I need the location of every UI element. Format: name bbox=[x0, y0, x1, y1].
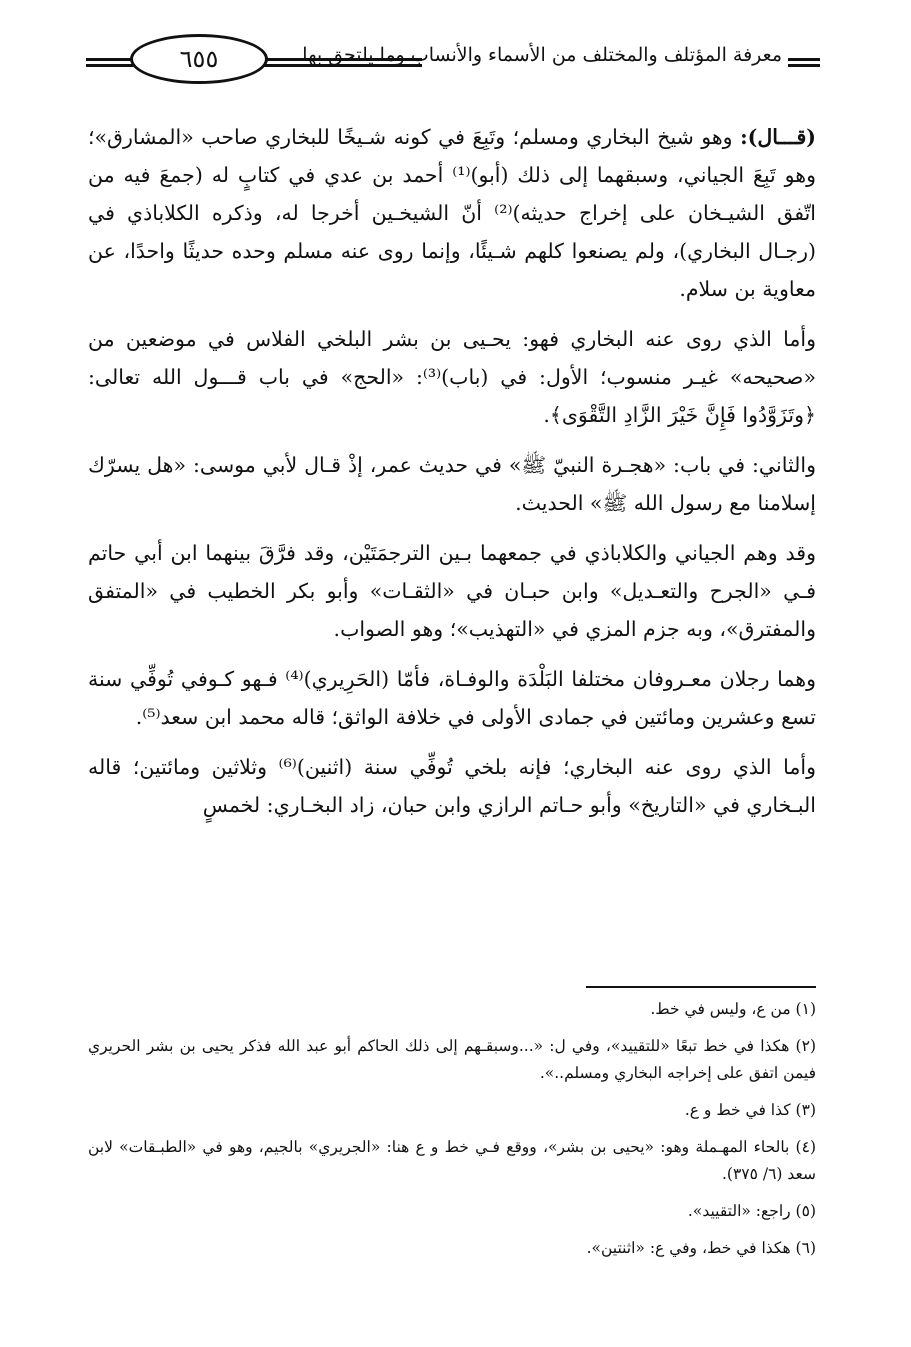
footnote: (٥) راجع: «التقييد». bbox=[687, 1202, 816, 1220]
running-title: معرفة المؤتلف والمختلف من الأسماء والأنساب وما يلتحق بها bbox=[302, 44, 782, 66]
paragraph: وأما الذي روى عنه البخاري؛ فإنه بلخي تُوفِّي سنة (اثنين)⁽⁶⁾ وثلاثين ومائتين؛ قاله البـخاري في «التاريخ» وأبو حـاتم الرازي وابن حبان، زاد البخـاري: لخمسٍ bbox=[88, 755, 816, 817]
main-text bbox=[88, 118, 816, 836]
header-rule bbox=[788, 58, 820, 61]
footnote: (٣) كذا في خط و ع. bbox=[684, 1101, 816, 1119]
paragraph-text: وهو شيخ البخاري ومسلم؛ وتَبِعَ في كونه شـيخًا للبخاري صاحب «المشارق»؛ وهو تَبِعَ الجياني، وسبقهما إلى ذلك (أبو)⁽¹⁾ أحمد بن عدي في كتابٍ له (جمعَ فيه من اتّفق الشيـخان على إخراج حديثه)⁽²⁾ أنّ الشيخـين أخرجا له، وذكره الكلاباذي في (رجـال البخاري)، ولم يصنعوا كلهم شـيئًا، وإنما روى عنه مسلم وحده حديثًا واحدًا، عن معاوية بن سلام. bbox=[88, 125, 816, 301]
paragraph: وهما رجلان معـروفان مختلفا البَلْدَة والوفـاة، فأمّا (الحَرِيري)⁽⁴⁾ فـهو كـوفي تُوفِّي سنة تسع وعشرين ومائتين في جمادى الأولى في خلافة الواثق؛ قاله محمد ابن سعد⁽⁵⁾. bbox=[88, 667, 816, 729]
footnote-separator bbox=[88, 986, 816, 987]
footnote: (١) من ع، وليس في خط. bbox=[650, 1000, 816, 1018]
footnote: (٤) بالحاء المهـملة وهو: «يحيى بن بشر»، ووقع فـي خط و ع هنا: «الجريري» بالجيم، وهو في «الطبـقات» لابن سعد (٦/ ٣٧٥). bbox=[88, 1138, 816, 1183]
header-rule bbox=[86, 64, 136, 67]
paragraph: والثاني: في باب: «هجـرة النبيّ ﷺ» في حديث عمر، إذْ قـال لأبي موسى: «هل يسرّك إسلامنا مع رسول الله ﷺ» الحديث. bbox=[88, 453, 816, 515]
footnote: (٢) هكذا في خط تبعًا «للتقييد»، وفي ل: «...وسبقـهم إلى ذلك الحاكم أبو عبد الله فذكر يحيى بن بشر الحريري فيمن اتفق على إخراجه البخاري ومسلم..». bbox=[88, 1037, 816, 1082]
footnote-rule bbox=[586, 986, 816, 988]
paragraph: وقد وهم الجياني والكلاباذي في جمعهما بـين الترجمَتَيْن، وقد فرَّقَ بينهما ابن أبي حاتم فـي «الجرح والتعـديل» وابن حبـان في «الثقـات» وأبو بكر الخطيب في «المتفق والمفترق»، وبه جزم المزي في «التهذيب»؛ وهو الصواب. bbox=[88, 541, 816, 641]
page-header bbox=[86, 34, 820, 90]
paragraph: وأما الذي روى عنه البخاري فهو: يحـيى بن بشر البلخي الفلاس في موضعين من «صحيحه» غيـر منسوب؛ الأول: في (باب)⁽³⁾: «الحج» في باب قـــول الله تعالى: ﴿وتَزَوَّدُوا فَإِنَّ خَيْرَ الزَّادِ التَّقْوَى﴾. bbox=[88, 327, 816, 427]
header-rule bbox=[788, 64, 820, 67]
paragraph-label: (قـــال): bbox=[740, 125, 816, 149]
header-rule bbox=[86, 58, 136, 61]
paragraph bbox=[88, 118, 816, 308]
footnotes bbox=[88, 996, 816, 1272]
footnote: (٦) هكذا في خط، وفي ع: «اثنتين». bbox=[586, 1239, 816, 1257]
page-number: ٦٥٥ bbox=[130, 34, 268, 84]
